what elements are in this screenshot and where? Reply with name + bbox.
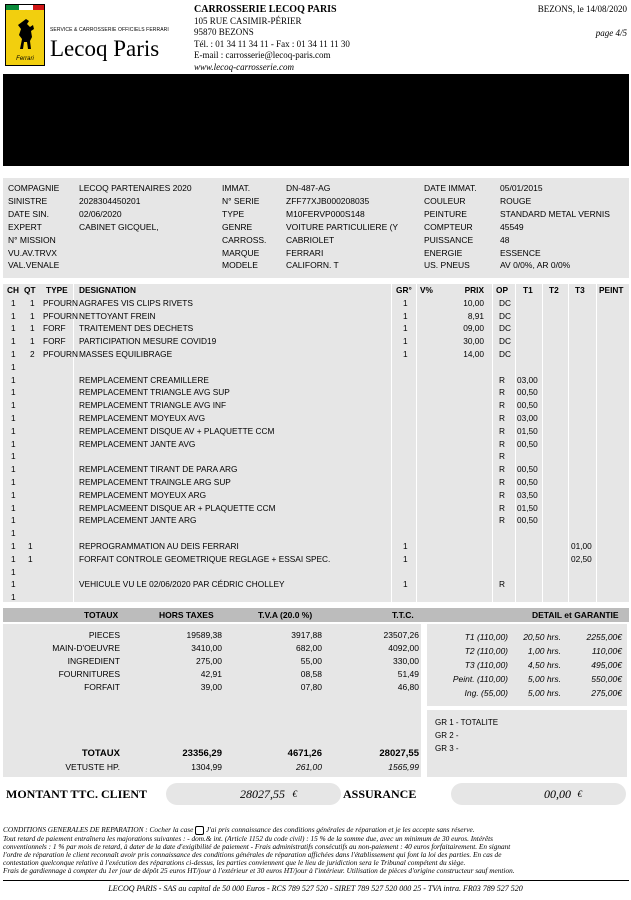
detail-header: DETAIL et GARANTIE <box>532 610 619 620</box>
info-label: ENERGIE <box>424 247 463 258</box>
cell-op: R <box>499 438 505 449</box>
vetuste-tva: 261,00 <box>296 762 322 772</box>
assurance-value: 00,00 <box>544 787 571 801</box>
info-label: GENRE <box>222 221 253 232</box>
cell-ch: 1 <box>11 400 16 411</box>
detail-hours: 4,50 hrs. <box>527 660 561 670</box>
vetuste-ttc: 1565,99 <box>388 762 419 772</box>
col-header-peint: PEINT <box>599 285 624 295</box>
cell-ch: 1 <box>11 515 16 526</box>
cell-op: DC <box>499 336 511 347</box>
cell-t1: 00,50 <box>517 387 538 398</box>
table-row <box>3 412 629 425</box>
info-value: LECOQ PARTENAIRES 2020 <box>79 183 192 193</box>
info-label: N° MISSION <box>8 234 56 245</box>
cell-ch: 1 <box>11 566 16 577</box>
totals-ht: 3410,00 <box>191 643 222 653</box>
totals-ttc: 330,00 <box>393 656 419 666</box>
col-header-qt: QT <box>24 285 36 295</box>
conditions-line: contestation quelconque relative à l'exécution des réparations ci-dessus, les parties conviennent que le lieu de juridiction sera le Tribunal compétent du siège. <box>3 858 466 867</box>
repair-lines-table <box>3 284 629 602</box>
col-header-t3: T3 <box>575 285 585 295</box>
info-label: EXPERT <box>8 221 42 232</box>
conditions-accept-text: J'ai pris connaissance des conditions générales de réparation et je les accepte sans réserve. <box>205 825 475 835</box>
address-line-2: 95870 BEZONS <box>194 27 254 38</box>
detail-label: T3 (110,00) <box>464 660 508 670</box>
cell-op: DC <box>499 349 511 359</box>
flag-white-stripe <box>19 5 33 10</box>
cell-ch: 1 <box>11 323 16 334</box>
cell-designation: REMPLACEMENT DISQUE AV + PLAQUETTE CCM <box>79 425 275 436</box>
cell-gr: 1 <box>403 553 408 564</box>
table-row <box>3 578 629 591</box>
info-value: CABRIOLET <box>286 234 335 245</box>
cell-qt: 1 <box>30 323 35 334</box>
cell-designation: NETTOYANT FREIN <box>79 310 156 321</box>
totals-ttc: 46,80 <box>397 682 419 692</box>
company-address-block <box>194 4 350 74</box>
cell-t3: 01,00 <box>571 541 592 551</box>
cell-op: DC <box>499 297 511 308</box>
gr-panel <box>427 710 627 777</box>
cell-designation: REPROGRAMMATION AU DEIS FERRARI <box>79 541 239 551</box>
table-row <box>3 463 629 476</box>
info-label: COMPTEUR <box>424 221 473 232</box>
cell-designation: REMPLACEMENT JANTE ARG <box>79 515 197 526</box>
info-value: ROUGE <box>500 195 532 206</box>
table-row <box>3 553 629 566</box>
info-value: VOITURE PARTICULIERE (Y <box>286 221 399 232</box>
cell-type: PFOURN <box>43 310 79 321</box>
table-row <box>3 540 629 553</box>
cell-t1: 00,50 <box>517 515 538 526</box>
col-header-designation: DESIGNATION <box>79 285 137 295</box>
detail-amount: 275,00€ <box>591 688 622 698</box>
cell-t1: 03,50 <box>517 489 538 500</box>
detail-hours: 1,00 hrs. <box>527 646 561 656</box>
assurance-value-pill <box>451 783 626 805</box>
cell-gr: 1 <box>403 323 408 334</box>
totals-tva: 682,00 <box>296 643 322 653</box>
montant-value-pill <box>166 783 341 805</box>
cell-designation: REMPLACEMENT JANTE AVG <box>79 438 196 449</box>
cell-op: R <box>499 515 505 526</box>
totals-ht: 42,91 <box>200 669 222 679</box>
info-value: ESSENCE <box>500 247 541 258</box>
info-label: TYPE <box>222 208 245 219</box>
cell-t1: 00,50 <box>517 438 538 449</box>
totals-tva: 07,80 <box>300 682 322 692</box>
table-row <box>3 591 629 604</box>
cell-op: R <box>499 425 505 436</box>
cell-op: R <box>499 489 505 500</box>
cell-op: R <box>499 502 505 513</box>
cell-ch: 1 <box>11 425 16 436</box>
cell-ch: 1 <box>11 438 16 449</box>
totals-label: MAIN-D'OEUVRE <box>52 643 120 653</box>
cell-qt: 2 <box>30 349 35 359</box>
table-row <box>3 335 629 348</box>
address-line-1: 105 RUE CASIMIR-PÉRIER <box>194 15 302 26</box>
totals-tva: 3917,88 <box>291 630 322 640</box>
totals-label: FORFAIT <box>84 682 120 692</box>
table-row <box>3 489 629 502</box>
cell-designation: REMPLACEMENT TRAINGLE ARG SUP <box>79 477 231 487</box>
info-value: 48 <box>500 234 510 245</box>
info-label: MARQUE <box>222 247 260 258</box>
cell-type: FORF <box>43 336 66 347</box>
flag-red-stripe <box>33 5 45 10</box>
totals-ht: 39,00 <box>200 682 222 692</box>
totals-ttc: 23507,26 <box>383 630 419 640</box>
page-number: page 4/5 <box>595 28 627 38</box>
cell-qt: 1 <box>30 336 35 347</box>
footer-divider <box>3 880 629 881</box>
table-row <box>3 322 629 335</box>
detail-amount: 2255,00€ <box>586 632 622 642</box>
montant-label: MONTANT TTC. CLIENT <box>6 787 148 801</box>
grand-total-tva: 4671,26 <box>287 748 322 759</box>
table-row <box>3 438 629 451</box>
cell-ch: 1 <box>11 297 16 308</box>
table-row <box>3 566 629 579</box>
totals-tva: 08,58 <box>300 669 322 679</box>
detail-label: T2 (110,00) <box>464 646 508 656</box>
cell-ch: 1 <box>11 528 16 539</box>
detail-label: T1 (110,00) <box>464 632 508 642</box>
detail-amount: 495,00€ <box>591 660 622 670</box>
table-row <box>3 310 629 323</box>
conditions-line: Frais de gardiennage à compter du 1er jour de dépôt 25 euros HT/jour à l'extérieur et 30 euros HT/jour à l'intérieur. Utilisation de pièces d'origine constructeur sauf mention. <box>3 866 515 875</box>
cell-op: R <box>499 579 505 590</box>
cell-prix: 14,00 <box>463 349 484 359</box>
info-label: N° SERIE <box>222 195 260 206</box>
grand-total-label: TOTAUX <box>81 748 120 759</box>
cell-op: R <box>499 451 505 462</box>
info-value: FERRARI <box>286 247 324 258</box>
cell-designation: REMPLACEMENT MOYEUX AVG <box>79 413 206 423</box>
info-value: M10FERVP000S148 <box>286 208 365 219</box>
cell-t1: 00,50 <box>517 477 538 487</box>
table-row <box>3 527 629 540</box>
cell-designation: REMPLACEMENT TRIANGLE AVG INF <box>79 400 227 411</box>
table-header-row <box>3 284 629 297</box>
cell-designation: REMPLACEMENT TRIANGLE AVG SUP <box>79 387 230 398</box>
website-link[interactable]: www.lecoq-carrosserie.com <box>194 61 294 72</box>
detail-amount: 110,00€ <box>591 646 622 656</box>
totals-tva: 55,00 <box>300 656 322 666</box>
cell-prix: 30,00 <box>463 336 484 347</box>
info-label: VU.AV.TRVX <box>8 247 57 258</box>
gr-line: GR 3 - <box>435 744 459 753</box>
cell-t1: 01,50 <box>517 502 538 513</box>
cell-gr: 1 <box>403 349 408 359</box>
totals-header-tva: T.V.A (20.0 %) <box>258 610 313 620</box>
cell-designation: AGRAFES VIS CLIPS RIVETS <box>79 297 193 308</box>
info-value: AV 0/0%, AR 0/0% <box>500 260 571 271</box>
info-label: PEINTURE <box>424 208 467 219</box>
cell-ch: 1 <box>11 464 16 475</box>
cell-prix: 8,91 <box>467 310 484 321</box>
info-label: CARROSS. <box>222 234 267 245</box>
col-header-ch: CH <box>7 285 19 295</box>
cell-qt: 1 <box>30 297 35 308</box>
col-header-t1: T1 <box>523 285 533 295</box>
gr-line: GR 2 - <box>435 731 459 740</box>
cell-ch: 1 <box>11 349 16 359</box>
cell-ch: 1 <box>11 413 16 423</box>
info-value: DN-487-AG <box>286 183 331 193</box>
cell-t1: 00,50 <box>517 400 538 411</box>
table-row <box>3 399 629 412</box>
cell-ch: 1 <box>11 310 16 321</box>
table-row <box>3 476 629 489</box>
info-label: SINISTRE <box>8 195 48 206</box>
redacted-block <box>3 74 629 166</box>
cell-gr: 1 <box>403 336 408 347</box>
phone-fax: Tél. : 01 34 11 34 11 - Fax : 01 34 11 11 30 <box>194 38 350 49</box>
ferrari-wordmark: Ferrari <box>16 56 34 62</box>
table-row <box>3 386 629 399</box>
cell-ch: 1 <box>11 592 16 603</box>
cell-op: R <box>499 477 505 487</box>
info-value: 45549 <box>500 221 524 232</box>
col-header-vpct: V% <box>420 285 433 295</box>
cell-op: R <box>499 400 505 411</box>
tagline: SERVICE & CARROSSERIE OFFICIELS FERRARI <box>50 27 169 33</box>
col-header-type: TYPE <box>46 285 68 295</box>
totals-label: INGREDIENT <box>67 656 120 666</box>
totals-header-label: TOTAUX <box>84 610 119 620</box>
cell-type: PFOURN <box>43 349 79 359</box>
table-row <box>3 502 629 515</box>
cell-op: DC <box>499 323 511 334</box>
info-label: DATE IMMAT. <box>424 183 477 193</box>
totals-header-ttc: T.T.C. <box>392 610 414 620</box>
detail-label: Ing. (55,00) <box>464 688 508 698</box>
totals-label: FOURNITURES <box>58 669 120 679</box>
conditions-line: conventionnels : 1 % par mois de retard, à dater de la date d'exigibilité de paiement - Frais administratifs consécutifs au non-paiement : 40 euros forfaitairement. En signant <box>3 842 511 851</box>
cell-prix: 09,00 <box>463 323 484 334</box>
totals-ht: 19589,38 <box>186 630 222 640</box>
cell-op: R <box>499 387 505 398</box>
cell-designation: MASSES EQUILIBRAGE <box>79 349 173 359</box>
email[interactable]: E-mail : carrosserie@lecoq-paris.com <box>194 50 331 61</box>
cell-ch: 1 <box>11 489 16 500</box>
cell-designation: REMPLACEMENT MOYEUX ARG <box>79 489 207 500</box>
info-value: 05/01/2015 <box>500 183 543 193</box>
cell-t1: 03,00 <box>517 413 538 423</box>
cell-qt: 1 <box>28 541 33 551</box>
cell-qt: 1 <box>28 553 33 564</box>
cell-ch: 1 <box>11 374 16 385</box>
detail-hours: 5,00 hrs. <box>527 674 561 684</box>
currency-symbol: € <box>292 789 297 799</box>
info-value: ZFF77XJB000208035 <box>286 195 370 206</box>
cell-prix: 10,00 <box>463 297 484 308</box>
info-label: VAL.VENALE <box>8 260 60 271</box>
cell-gr: 1 <box>403 297 408 308</box>
date-line: BEZONS, le 14/08/2020 <box>537 4 627 14</box>
cell-ch: 1 <box>11 387 16 398</box>
col-header-op: OP <box>496 285 508 295</box>
assurance-label: ASSURANCE <box>343 787 417 801</box>
cell-ch: 1 <box>11 502 16 513</box>
grand-total-ht: 23356,29 <box>182 748 222 759</box>
cell-op: R <box>499 374 505 385</box>
cell-gr: 1 <box>403 310 408 321</box>
cell-op: DC <box>499 310 511 321</box>
ferrari-logo <box>5 4 45 66</box>
conditions-text <box>3 826 629 875</box>
cell-designation: REMPLACMEENT DISQUE AR + PLAQUETTE CCM <box>79 502 276 513</box>
table-row <box>3 374 629 387</box>
cell-designation: REMPLACEMENT TIRANT DE PARA ARG <box>79 464 238 475</box>
legal-footer: LECOQ PARIS - SAS au capital de 50 000 Euros - RCS 789 527 520 - SIRET 789 527 520 000 25 - TVA intra. FR03 789 527 520 <box>108 884 523 893</box>
conditions-line: l'ordre de réparation le client reconnaît avoir pris connaissance des conditions générales de réparation affichées dans l'établissement qui font la loi des parties. En cas de <box>3 850 502 859</box>
cell-t1: 01,50 <box>517 425 538 436</box>
detail-label: Peint. (110,00) <box>452 674 508 684</box>
company-name: CARROSSERIE LECOQ PARIS <box>194 4 337 15</box>
conditions-line: Tout retard de paiement entraînera les majorations suivantes : - dom.& int. (Article 1152 du code civil) : 15 % de la somme due, avec un minimum de 30 euros. Intérêts <box>3 834 494 843</box>
cell-ch: 1 <box>11 477 16 487</box>
info-label: DATE SIN. <box>8 208 49 219</box>
info-value: CALIFORN. T <box>286 260 339 271</box>
cell-designation: FORFAIT CONTROLE GEOMETRIQUE REGLAGE + ESSAI SPEC. <box>79 553 331 564</box>
table-row <box>3 361 629 374</box>
cell-designation: VEHICULE VU LE 02/06/2020 PAR CÉDRIC CHOLLEY <box>79 579 285 590</box>
info-label: IMMAT. <box>222 183 251 193</box>
montant-bar <box>3 781 629 808</box>
cell-gr: 1 <box>403 541 408 551</box>
prancing-horse-icon <box>14 17 38 51</box>
info-label: US. PNEUS <box>424 260 470 271</box>
totals-label: PIECES <box>88 630 120 640</box>
cell-designation: TRAITEMENT DES DECHETS <box>79 323 194 334</box>
cell-t3: 02,50 <box>571 553 592 564</box>
cell-designation: PARTICIPATION MESURE COVID19 <box>79 336 217 347</box>
info-value: 02/06/2020 <box>79 208 122 219</box>
cell-ch: 1 <box>11 361 16 372</box>
detail-hours: 5,00 hrs. <box>527 688 561 698</box>
totals-ttc: 4092,00 <box>388 643 419 653</box>
table-row <box>3 425 629 438</box>
info-label: COMPAGNIE <box>8 183 60 193</box>
cell-t1: 00,50 <box>517 464 538 475</box>
col-header-gr: GR° <box>396 285 412 295</box>
cell-gr: 1 <box>403 579 408 590</box>
info-label: COULEUR <box>424 195 466 206</box>
table-row <box>3 297 629 310</box>
grand-total-ttc: 28027,55 <box>379 748 419 759</box>
vetuste-ht: 1304,99 <box>191 762 222 772</box>
montant-value: 28027,55 <box>240 787 285 801</box>
currency-symbol: € <box>577 789 582 799</box>
cell-designation: REMPLACEMENT CREAMILLERE <box>79 374 209 385</box>
detail-hours: 20,50 hrs. <box>523 632 561 642</box>
cell-type: FORF <box>43 323 66 334</box>
cell-ch: 1 <box>11 541 16 551</box>
totals-ht: 275,00 <box>196 656 222 666</box>
info-value: STANDARD METAL VERNIS <box>500 208 610 219</box>
cell-type: PFOURN <box>43 297 79 308</box>
gr-line: GR 1 - TOTALITE <box>435 718 499 727</box>
cell-op: R <box>499 413 505 423</box>
cell-ch: 1 <box>11 579 16 590</box>
conditions-intro: CONDITIONS GENERALES DE REPARATION : Cocher la case <box>3 825 194 835</box>
col-header-t2: T2 <box>549 285 559 295</box>
totals-header-ht: HORS TAXES <box>159 610 214 620</box>
table-row <box>3 514 629 527</box>
table-row <box>3 348 629 361</box>
detail-amount: 550,00€ <box>591 674 622 684</box>
table-row <box>3 450 629 463</box>
info-label: MODELE <box>222 260 258 271</box>
col-header-prix: PRIX <box>464 285 484 295</box>
flag-green-stripe <box>6 5 19 10</box>
totals-ttc: 51,49 <box>397 669 419 679</box>
cell-qt: 1 <box>30 310 35 321</box>
cell-t1: 03,00 <box>517 374 538 385</box>
brand-name: Lecoq Paris <box>50 36 160 61</box>
info-value: 2028304450201 <box>79 195 141 206</box>
cell-ch: 1 <box>11 553 16 564</box>
cell-ch: 1 <box>11 451 16 462</box>
info-value: CABINET GICQUEL, <box>79 221 159 232</box>
cell-op: R <box>499 464 505 475</box>
vetuste-label: VETUSTE HP. <box>65 762 120 772</box>
info-label: PUISSANCE <box>424 234 474 245</box>
cell-ch: 1 <box>11 336 16 347</box>
